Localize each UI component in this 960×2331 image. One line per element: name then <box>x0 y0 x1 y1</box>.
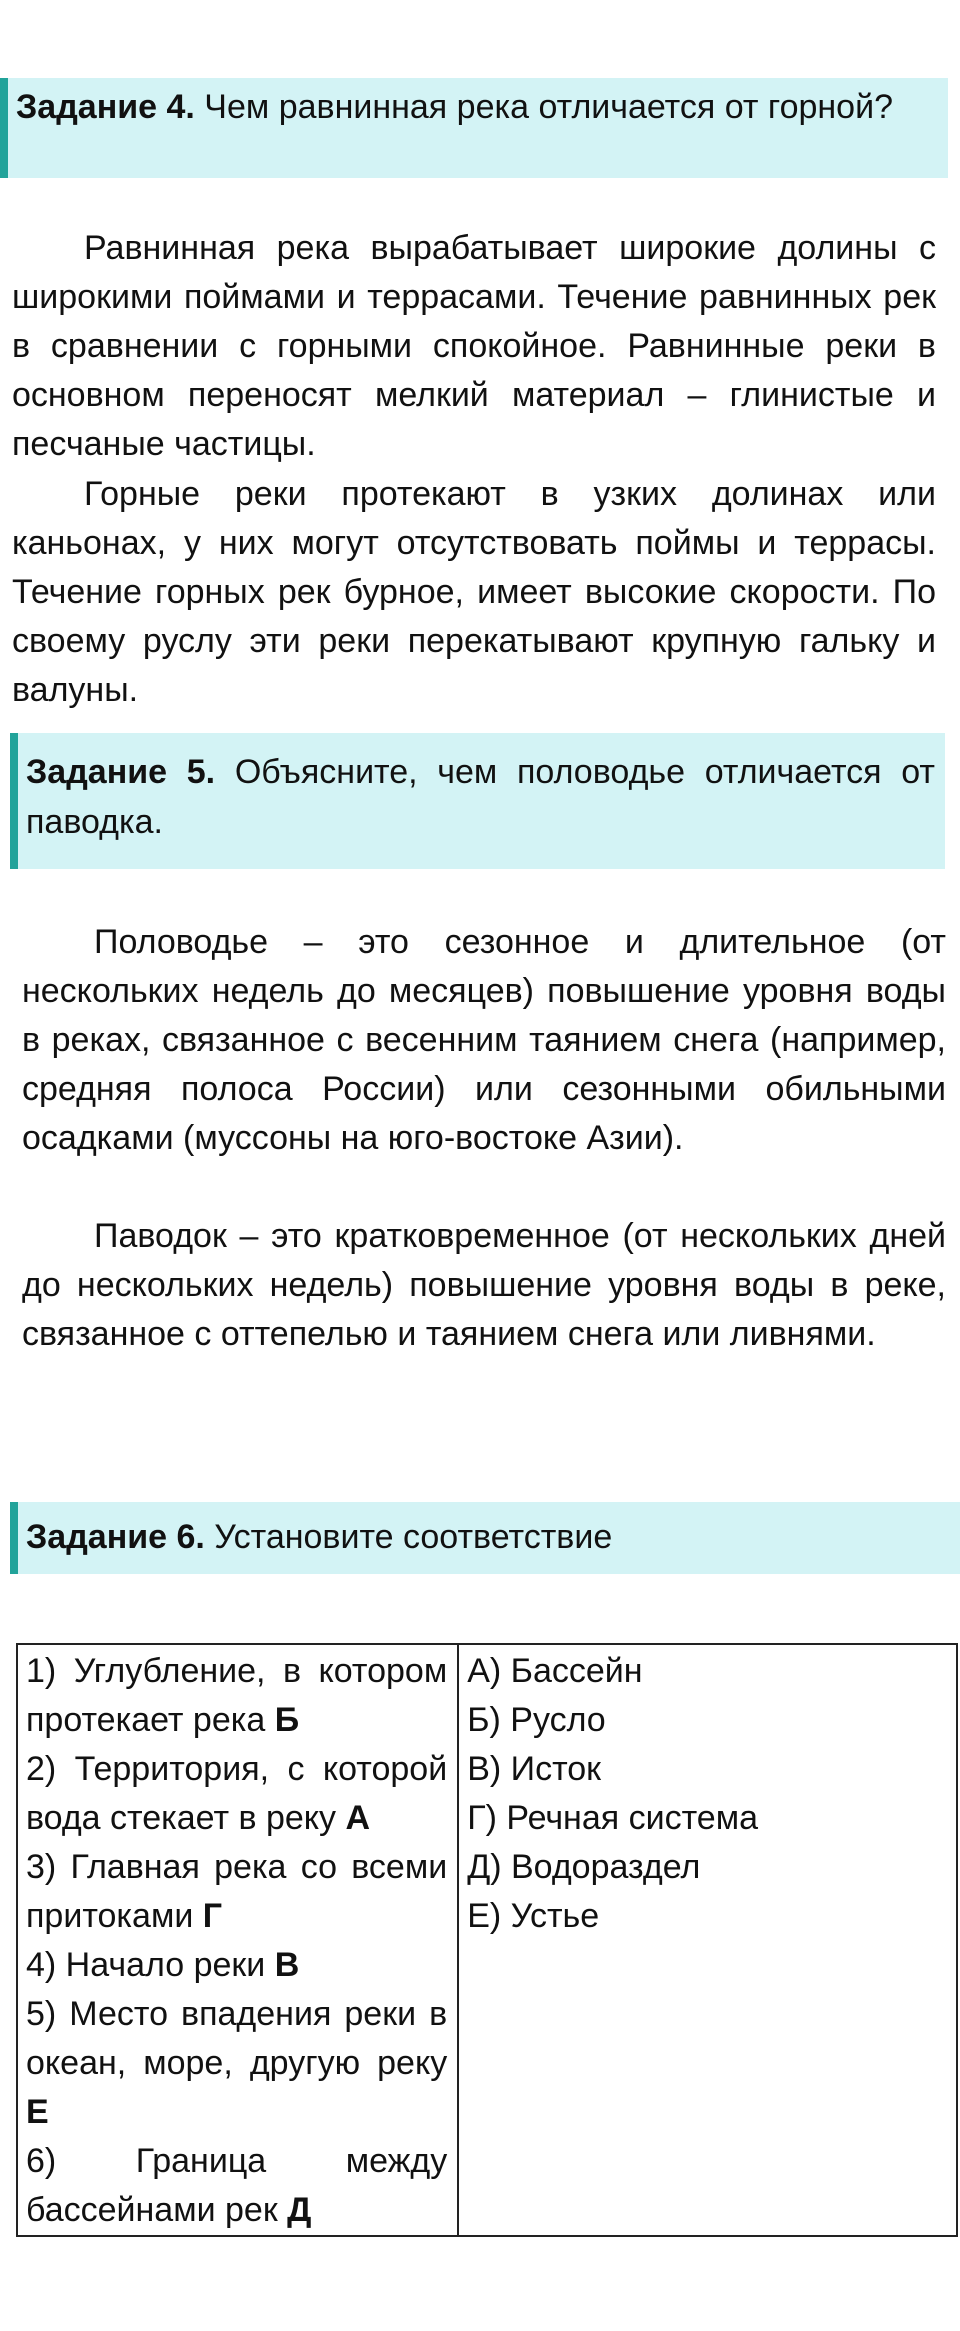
definition-answer: В <box>274 1946 300 1984</box>
definition-text: 6) Граница между бассейнами рек <box>26 2142 448 2229</box>
answer-5-paragraph-1: Половодье – это сезонное и длительное (от нескольких недель до месяцев) повышение уровня воды в реках, связанное с весенним таянием снега (например, средняя полоса России) или сезонными обильными осадками (муссоны на юго-востоке Азии). <box>22 923 946 1157</box>
definitions-column <box>17 1644 458 2236</box>
definition-item-4 <box>26 1941 447 1990</box>
task-5-header <box>10 733 945 869</box>
task-4-question: Чем равнинная река отличается от горной? <box>194 88 893 126</box>
task-5-label: Задание 5. <box>26 753 216 791</box>
term-item-5: Д) Водораздел <box>467 1848 701 1886</box>
term-item-2: Б) Русло <box>467 1701 606 1739</box>
term-item-1: А) Бассейн <box>467 1652 643 1690</box>
task-6-question: Установите соответствие <box>204 1518 613 1556</box>
answer-4-paragraph-2: Горные реки протекают в узких долинах или каньонах, у них могут отсутствовать поймы и террасы. Течение горных рек бурное, имеет высокие скорости. По своему руслу эти реки перекатывают крупную гальку и валуны. <box>12 475 936 709</box>
definition-item-1 <box>26 1647 447 1745</box>
definition-answer: Г <box>202 1897 223 1935</box>
definition-answer: А <box>345 1799 371 1837</box>
term-item-4: Г) Речная система <box>467 1799 758 1837</box>
definition-text: 4) Начало реки <box>26 1946 275 1984</box>
definition-item-5 <box>26 1990 447 2137</box>
definition-item-2 <box>26 1745 447 1843</box>
table-row <box>17 1644 957 2236</box>
terms-column <box>458 1644 957 2236</box>
task-4-header <box>0 78 948 178</box>
term-item-3: В) Исток <box>467 1750 602 1788</box>
definition-answer: Д <box>287 2191 312 2229</box>
matching-table <box>16 1643 958 2237</box>
task-4-label: Задание 4. <box>16 88 195 126</box>
definition-text: 5) Место впадения реки в океан, море, другую реку <box>26 1995 448 2082</box>
definition-answer: Е <box>26 2093 49 2131</box>
definition-text: 2) Территория, с которой вода стекает в реку <box>26 1750 448 1837</box>
definition-item-6 <box>26 2137 447 2235</box>
definition-item-3 <box>26 1843 447 1941</box>
task-6-label: Задание 6. <box>26 1518 205 1556</box>
definition-text: 1) Углубление, в котором протекает река <box>26 1652 448 1739</box>
task-5-question: Объясните, чем половодье отличается от паводка. <box>26 753 936 841</box>
task-6-header <box>10 1502 960 1574</box>
definition-text: 3) Главная река со всеми притоками <box>26 1848 448 1935</box>
answer-5-paragraph-2: Паводок – это кратковременное (от нескольких дней до нескольких недель) повышение уровня воды в реке, связанное с оттепелью и таянием снега или ливнями. <box>22 1217 946 1353</box>
definition-answer: Б <box>274 1701 300 1739</box>
term-item-6: Е) Устье <box>467 1897 600 1935</box>
answer-4-paragraph-1: Равнинная река вырабатывает широкие долины с широкими поймами и террасами. Течение равнинных рек в сравнении с горными спокойное. Равнинные реки в основном переносят мелкий материал – глинистые и песчаные частицы. <box>12 229 936 463</box>
